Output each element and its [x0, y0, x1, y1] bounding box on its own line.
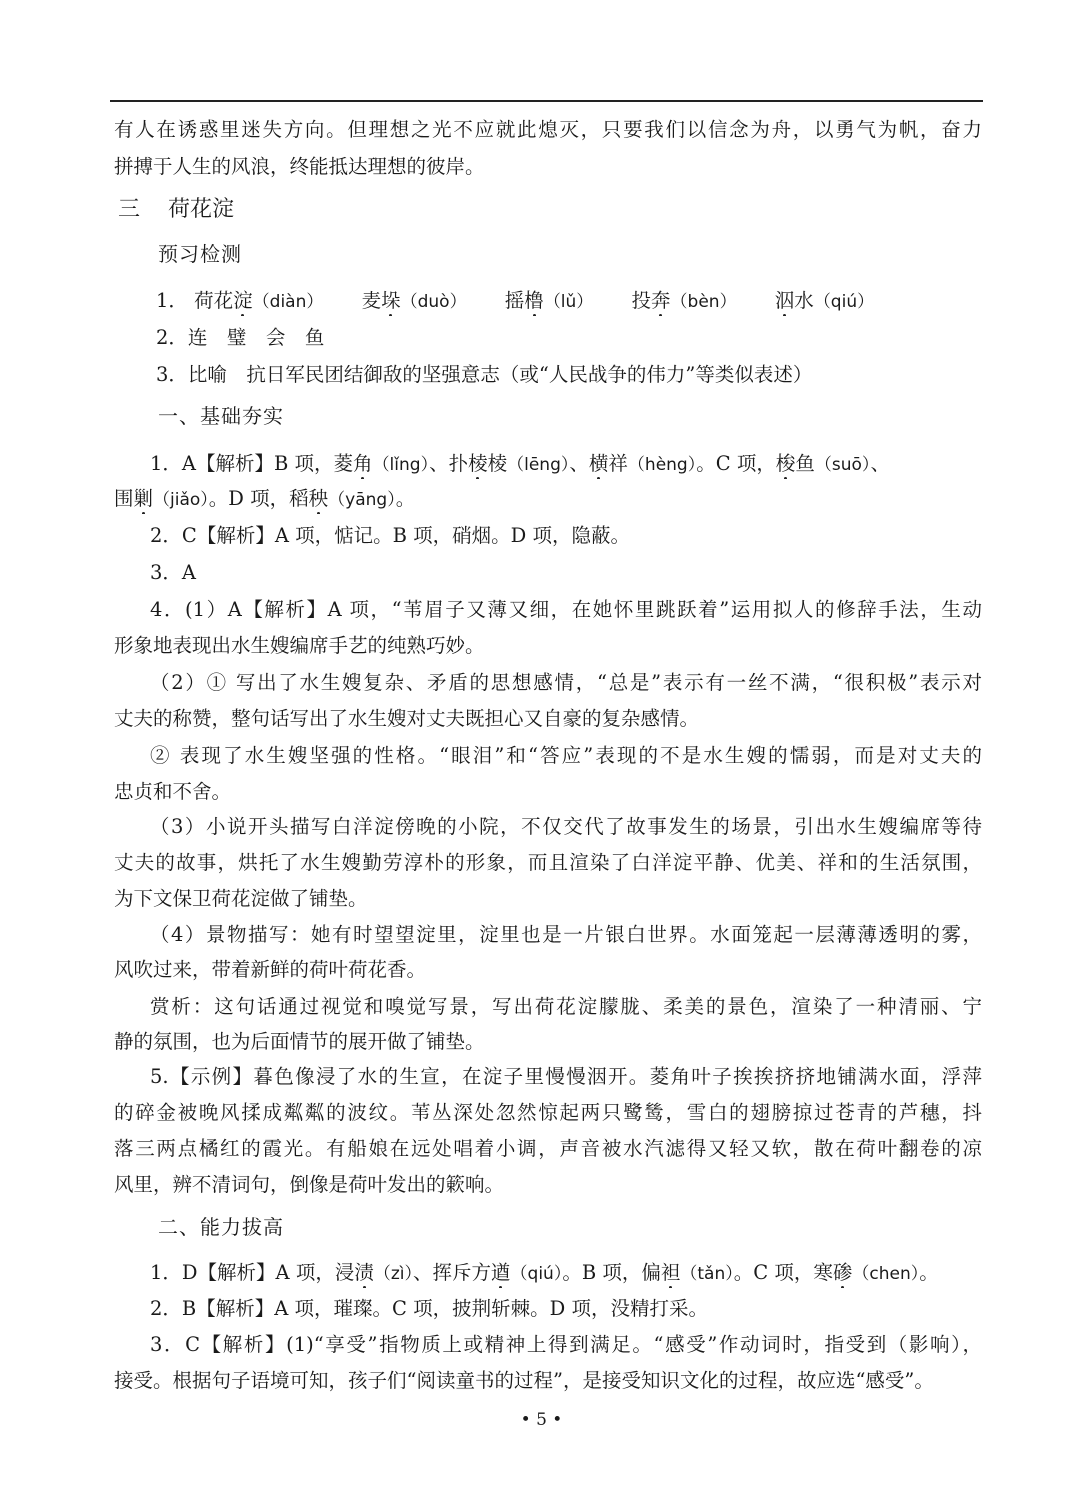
pinyin-item: 泅水（qiú）	[774, 289, 875, 312]
text-line: （3）小说开头描写白洋淀傍晚的小院，不仅交代了故事发生的场景，引出水生嫂编席等待	[150, 815, 982, 838]
header-rule	[110, 100, 983, 102]
section-heading	[118, 196, 986, 224]
section-title: 荷花淀	[168, 197, 235, 222]
text-line: 拼搏于人生的风浪，终能抵达理想的彼岸。	[114, 155, 485, 178]
text-line: 5.【示例】暮色像浸了水的生宣，在淀子里慢慢洇开。菱角叶子挨挨挤挤地铺满水面，浮萍	[150, 1065, 982, 1088]
text-line: 1．A【解析】B 项，菱角（lǐng）、扑棱棱（lēng）、横祥（hèng）。C 项，梭鱼（suō）、	[150, 452, 890, 475]
text-line: 2．连 璧 会 鱼	[156, 326, 325, 349]
text-line: 落三两点橘红的霞光。有船娘在远处唱着小调，声音被水汽滤得又轻又软，散在荷叶翻卷的凉	[114, 1137, 982, 1160]
text-line: 1．D【解析】A 项，浸渍（zì）、挥斥方遒（qiú）。B 项，偏袒（tǎn）。C 项，寒碜（chen）。	[150, 1261, 939, 1284]
text-line: 赏析：这句话通过视觉和嗅觉写景，写出荷花淀朦胧、柔美的景色，渲染了一种清丽、宁	[150, 995, 982, 1018]
text-line: 风吹过来，带着新鲜的荷叶荷花香。	[114, 958, 427, 981]
text-line: 形象地表现出水生嫂编席手艺的纯熟巧妙。	[114, 634, 485, 657]
section-number: 三	[118, 197, 141, 222]
text-line: 2．B【解析】A 项，璀璨。C 项，披荆斩棘。D 项，没精打采。	[150, 1297, 708, 1320]
text-line: 忠贞和不舍。	[114, 780, 232, 803]
item-number: 1．	[156, 289, 188, 312]
text-line: ② 表现了水生嫂坚强的性格。“眼泪”和“答应”表现的不是水生嫂的懦弱，而是对丈夫的	[150, 744, 982, 767]
text-line: 3．C【解析】(1)“享受”指物质上或精神上得到满足。“感受”作动词时，指受到（影响），	[150, 1333, 982, 1356]
pinyin-item: 麦垛（duò）	[361, 289, 467, 312]
basic-heading: 一、基础夯实	[158, 404, 284, 428]
text-line: 围剿（jiǎo）。D 项，稻秧（yāng）。	[114, 487, 416, 510]
text-line: 丈夫的故事，烘托了水生嫂勤劳淳朴的形象，而且渲染了白洋淀平静、优美、祥和的生活氛围，	[114, 851, 982, 874]
text-line: （4）景物描写：她有时望望淀里，淀里也是一片银白世界。水面笼起一层薄薄透明的雾，	[150, 923, 982, 946]
text-line: 3．比喻 抗日军民团结御敌的坚强意志（或“人民战争的伟力”等类似表述）	[156, 363, 813, 386]
text-line: 静的氛围，也为后面情节的展开做了铺垫。	[114, 1030, 485, 1053]
text-line: 3．A	[150, 561, 196, 584]
text-line: 2．C【解析】A 项，惦记。B 项，硝烟。D 项，隐蔽。	[150, 524, 630, 547]
text-line: （2）① 写出了水生嫂复杂、矛盾的思想感情，“总是”表示有一丝不满，“很积极”表示对	[150, 671, 982, 694]
pinyin-item: 摇橹（lǔ）	[504, 289, 594, 312]
text-line: 接受。根据句子语境可知，孩子们“阅读童书的过程”，是接受知识文化的过程，故应选“感受”。	[114, 1369, 934, 1392]
ability-heading: 二、能力拔高	[158, 1215, 284, 1239]
pinyin-item: 投奔（bèn）	[631, 289, 737, 312]
text-line: 4．(1）A【解析】A 项，“苇眉子又薄又细，在她怀里跳跃着”运用拟人的修辞手法，生动	[150, 598, 982, 621]
pinyin-item: 荷花淀（diàn）	[194, 289, 324, 312]
page-number: • 5 •	[520, 1410, 563, 1430]
text-line: 风里，辨不清词句，倒像是荷叶发出的簌响。	[114, 1173, 505, 1196]
text-line: 的碎金被晚风揉成粼粼的波纹。苇丛深处忽然惊起两只鹭鸶，雪白的翅膀掠过苍青的芦穗，抖	[114, 1101, 982, 1124]
preview-heading: 预习检测	[158, 242, 242, 266]
text-line: 丈夫的称赞，整句话写出了水生嫂对丈夫既担心又自豪的复杂感情。	[114, 707, 700, 730]
text-line: 有人在诱惑里迷失方向。但理想之光不应就此熄灭，只要我们以信念为舟，以勇气为帆，奋力	[114, 118, 982, 141]
text-line: 为下文保卫荷花淀做了铺垫。	[114, 887, 368, 910]
pinyin-line	[156, 287, 1024, 316]
